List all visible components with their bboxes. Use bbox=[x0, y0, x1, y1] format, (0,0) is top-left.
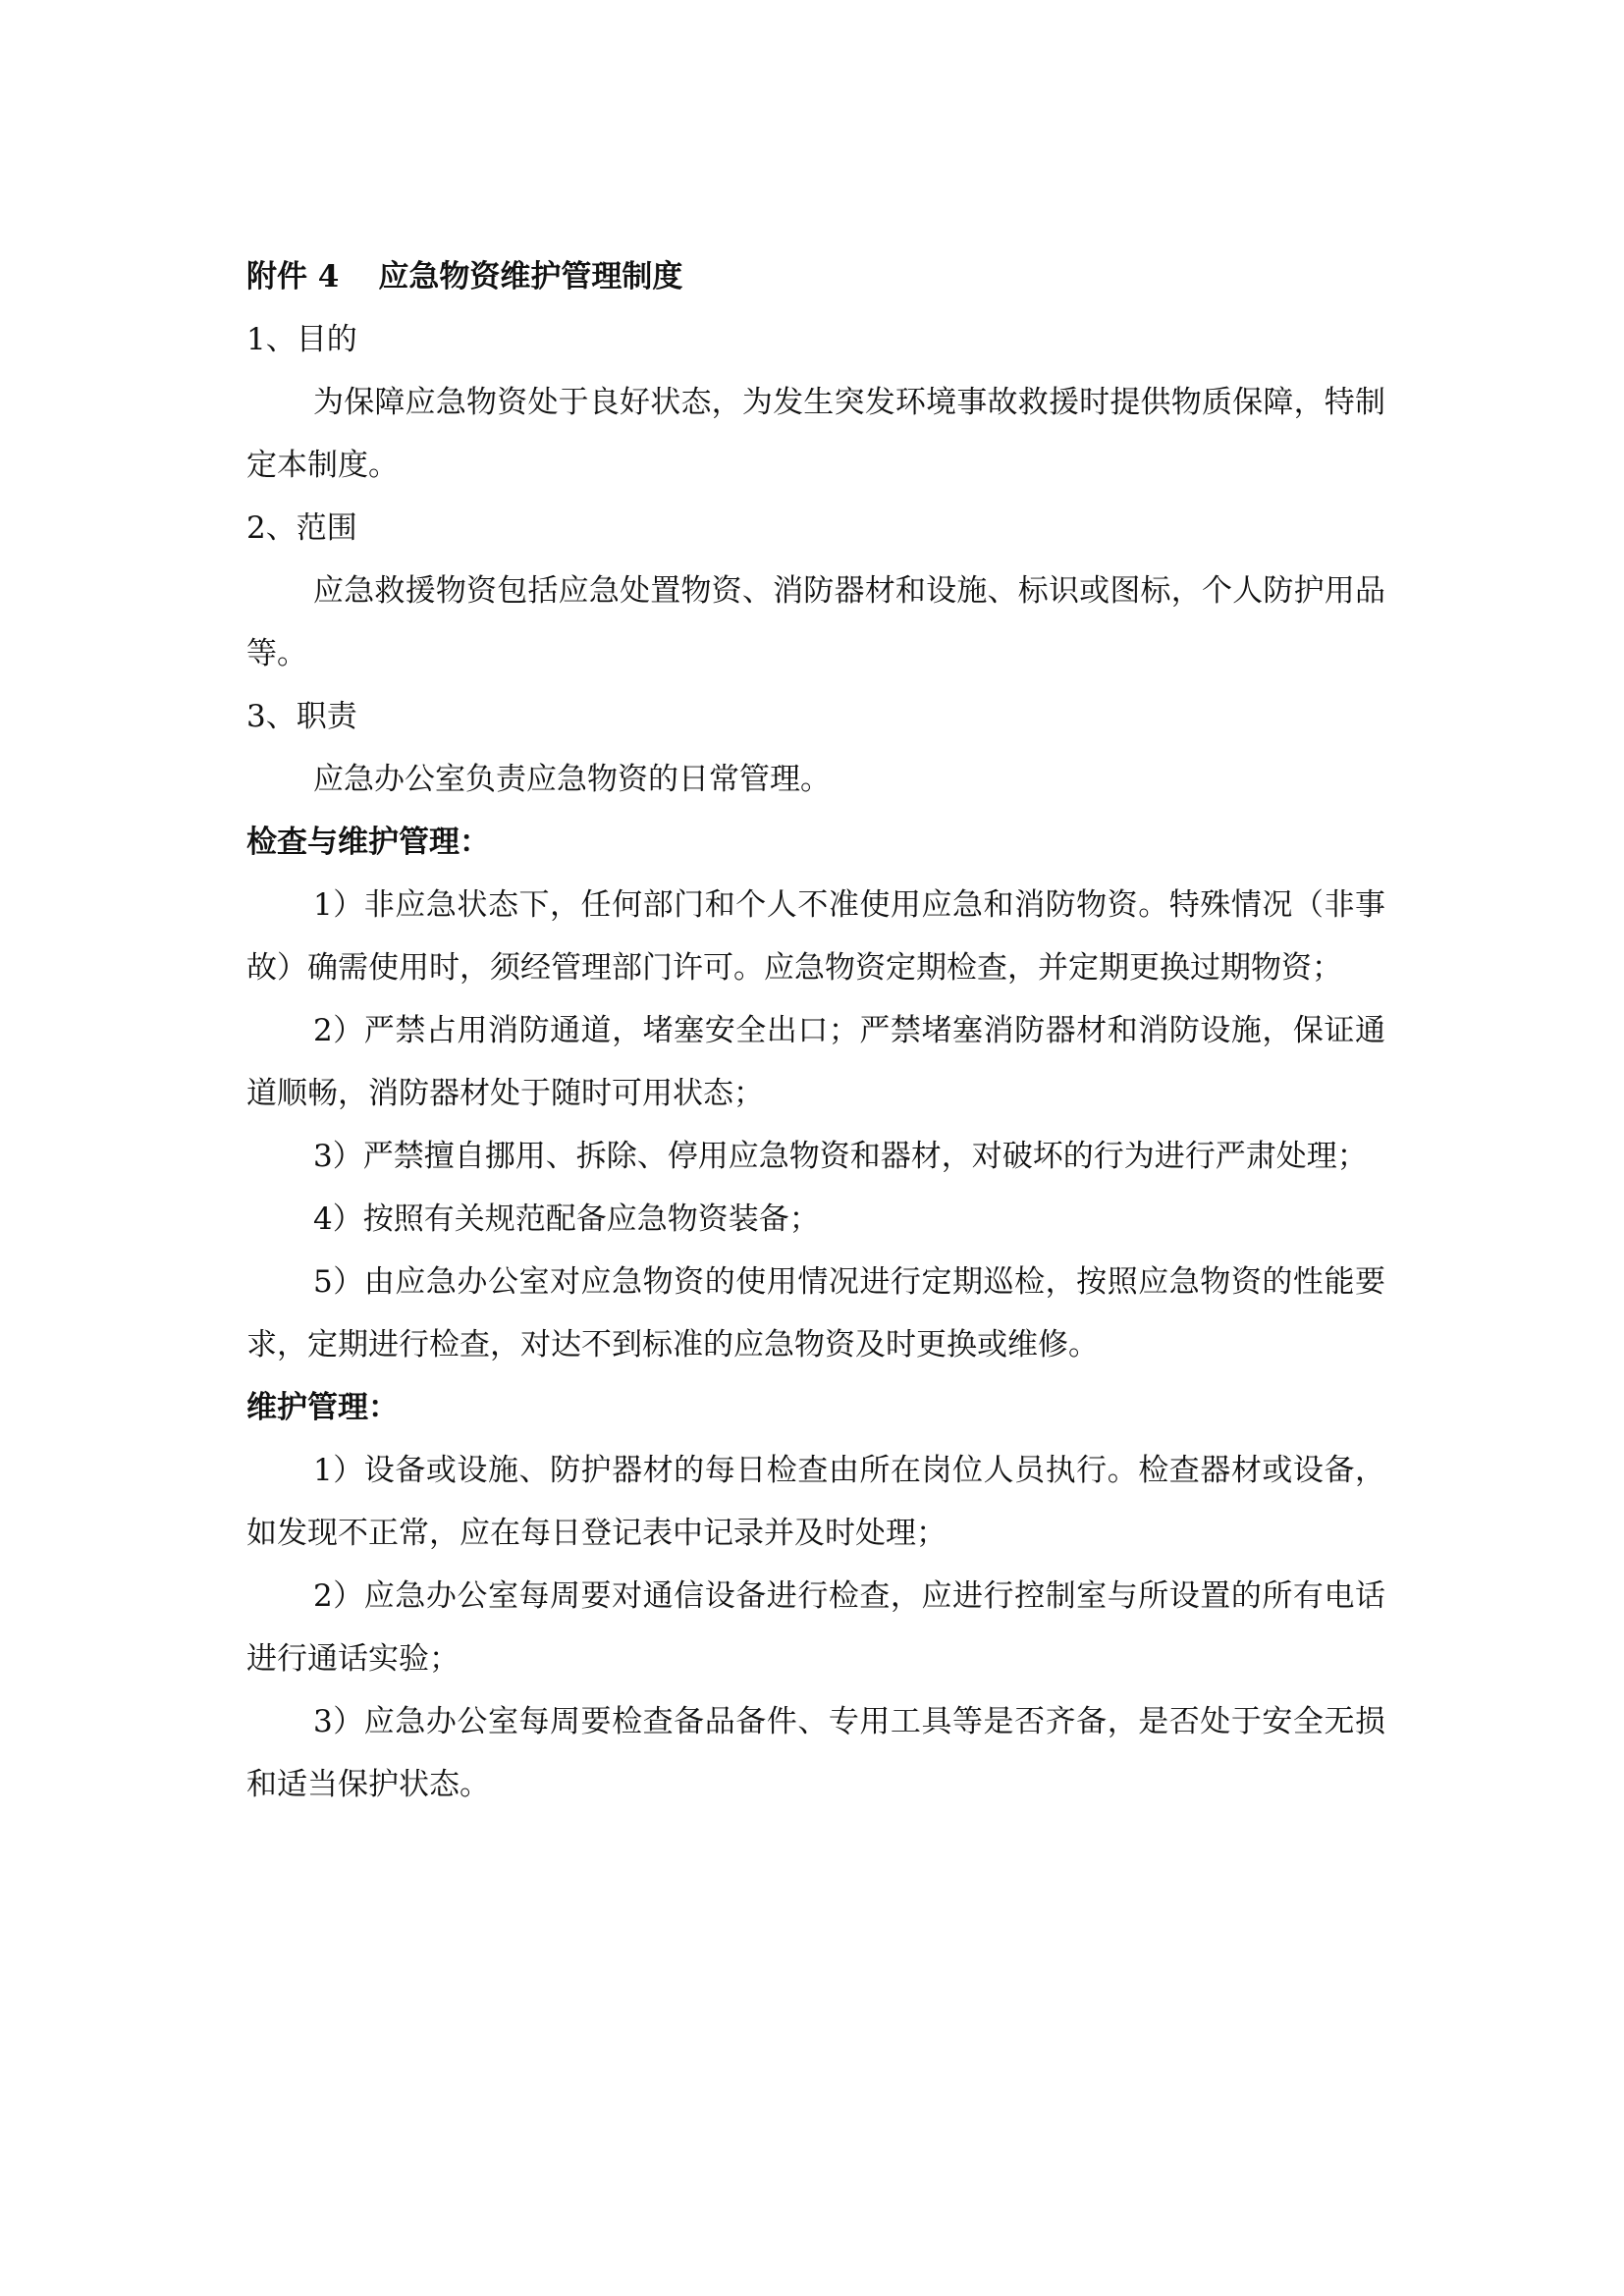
inspection-item-3: 3）严禁擅自挪用、拆除、停用应急物资和器材，对破坏的行为进行严肃处理； bbox=[313, 1139, 1368, 1174]
inspection-item-1: 1）非应急状态下，任何部门和个人不准使用应急和消防物资。特殊情况（非事故）确需使用时，须经管理部门许可。应急物资定期检查，并定期更换过期物资； bbox=[246, 887, 1385, 986]
scope-body: 应急救援物资包括应急处置物资、消防器材和设施、标识或图标，个人防护用品等。 bbox=[246, 573, 1385, 671]
duty-heading: 3、职责 bbox=[246, 699, 357, 734]
document-title bbox=[246, 245, 1385, 308]
document-page bbox=[246, 245, 1385, 1816]
inspection-item-2: 2）严禁占用消防通道，堵塞安全出口；严禁堵塞消防器材和消防设施，保证通道顺畅，消防器材处于随时可用状态； bbox=[246, 1013, 1385, 1111]
scope-heading: 2、范围 bbox=[246, 510, 357, 546]
title-text: 应急物资维护管理制度 bbox=[378, 259, 683, 294]
attachment-label: 附件 4 bbox=[246, 259, 340, 294]
purpose-heading: 1、目的 bbox=[246, 322, 357, 357]
inspection-heading: 检查与维护管理： bbox=[246, 825, 490, 860]
inspection-item-5: 5）由应急办公室对应急物资的使用情况进行定期巡检，按照应急物资的性能要求，定期进行检查，对达不到标准的应急物资及时更换或维修。 bbox=[246, 1264, 1385, 1362]
maintenance-item-1: 1）设备或设施、防护器材的每日检查由所在岗位人员执行。检查器材或设备，如发现不正常，应在每日登记表中记录并及时处理； bbox=[246, 1453, 1385, 1551]
maintenance-item-3: 3）应急办公室每周要检查备品备件、专用工具等是否齐备，是否处于安全无损和适当保护状态。 bbox=[246, 1704, 1385, 1802]
duty-body: 应急办公室负责应急物资的日常管理。 bbox=[313, 762, 831, 797]
purpose-body: 为保障应急物资处于良好状态，为发生突发环境事故救援时提供物质保障，特制定本制度。 bbox=[246, 385, 1385, 483]
inspection-item-4: 4）按照有关规范配备应急物资装备； bbox=[313, 1201, 820, 1237]
maintenance-item-2: 2）应急办公室每周要对通信设备进行检查，应进行控制室与所设置的所有电话进行通话实验； bbox=[246, 1578, 1385, 1677]
maintenance-heading: 维护管理： bbox=[246, 1390, 399, 1425]
